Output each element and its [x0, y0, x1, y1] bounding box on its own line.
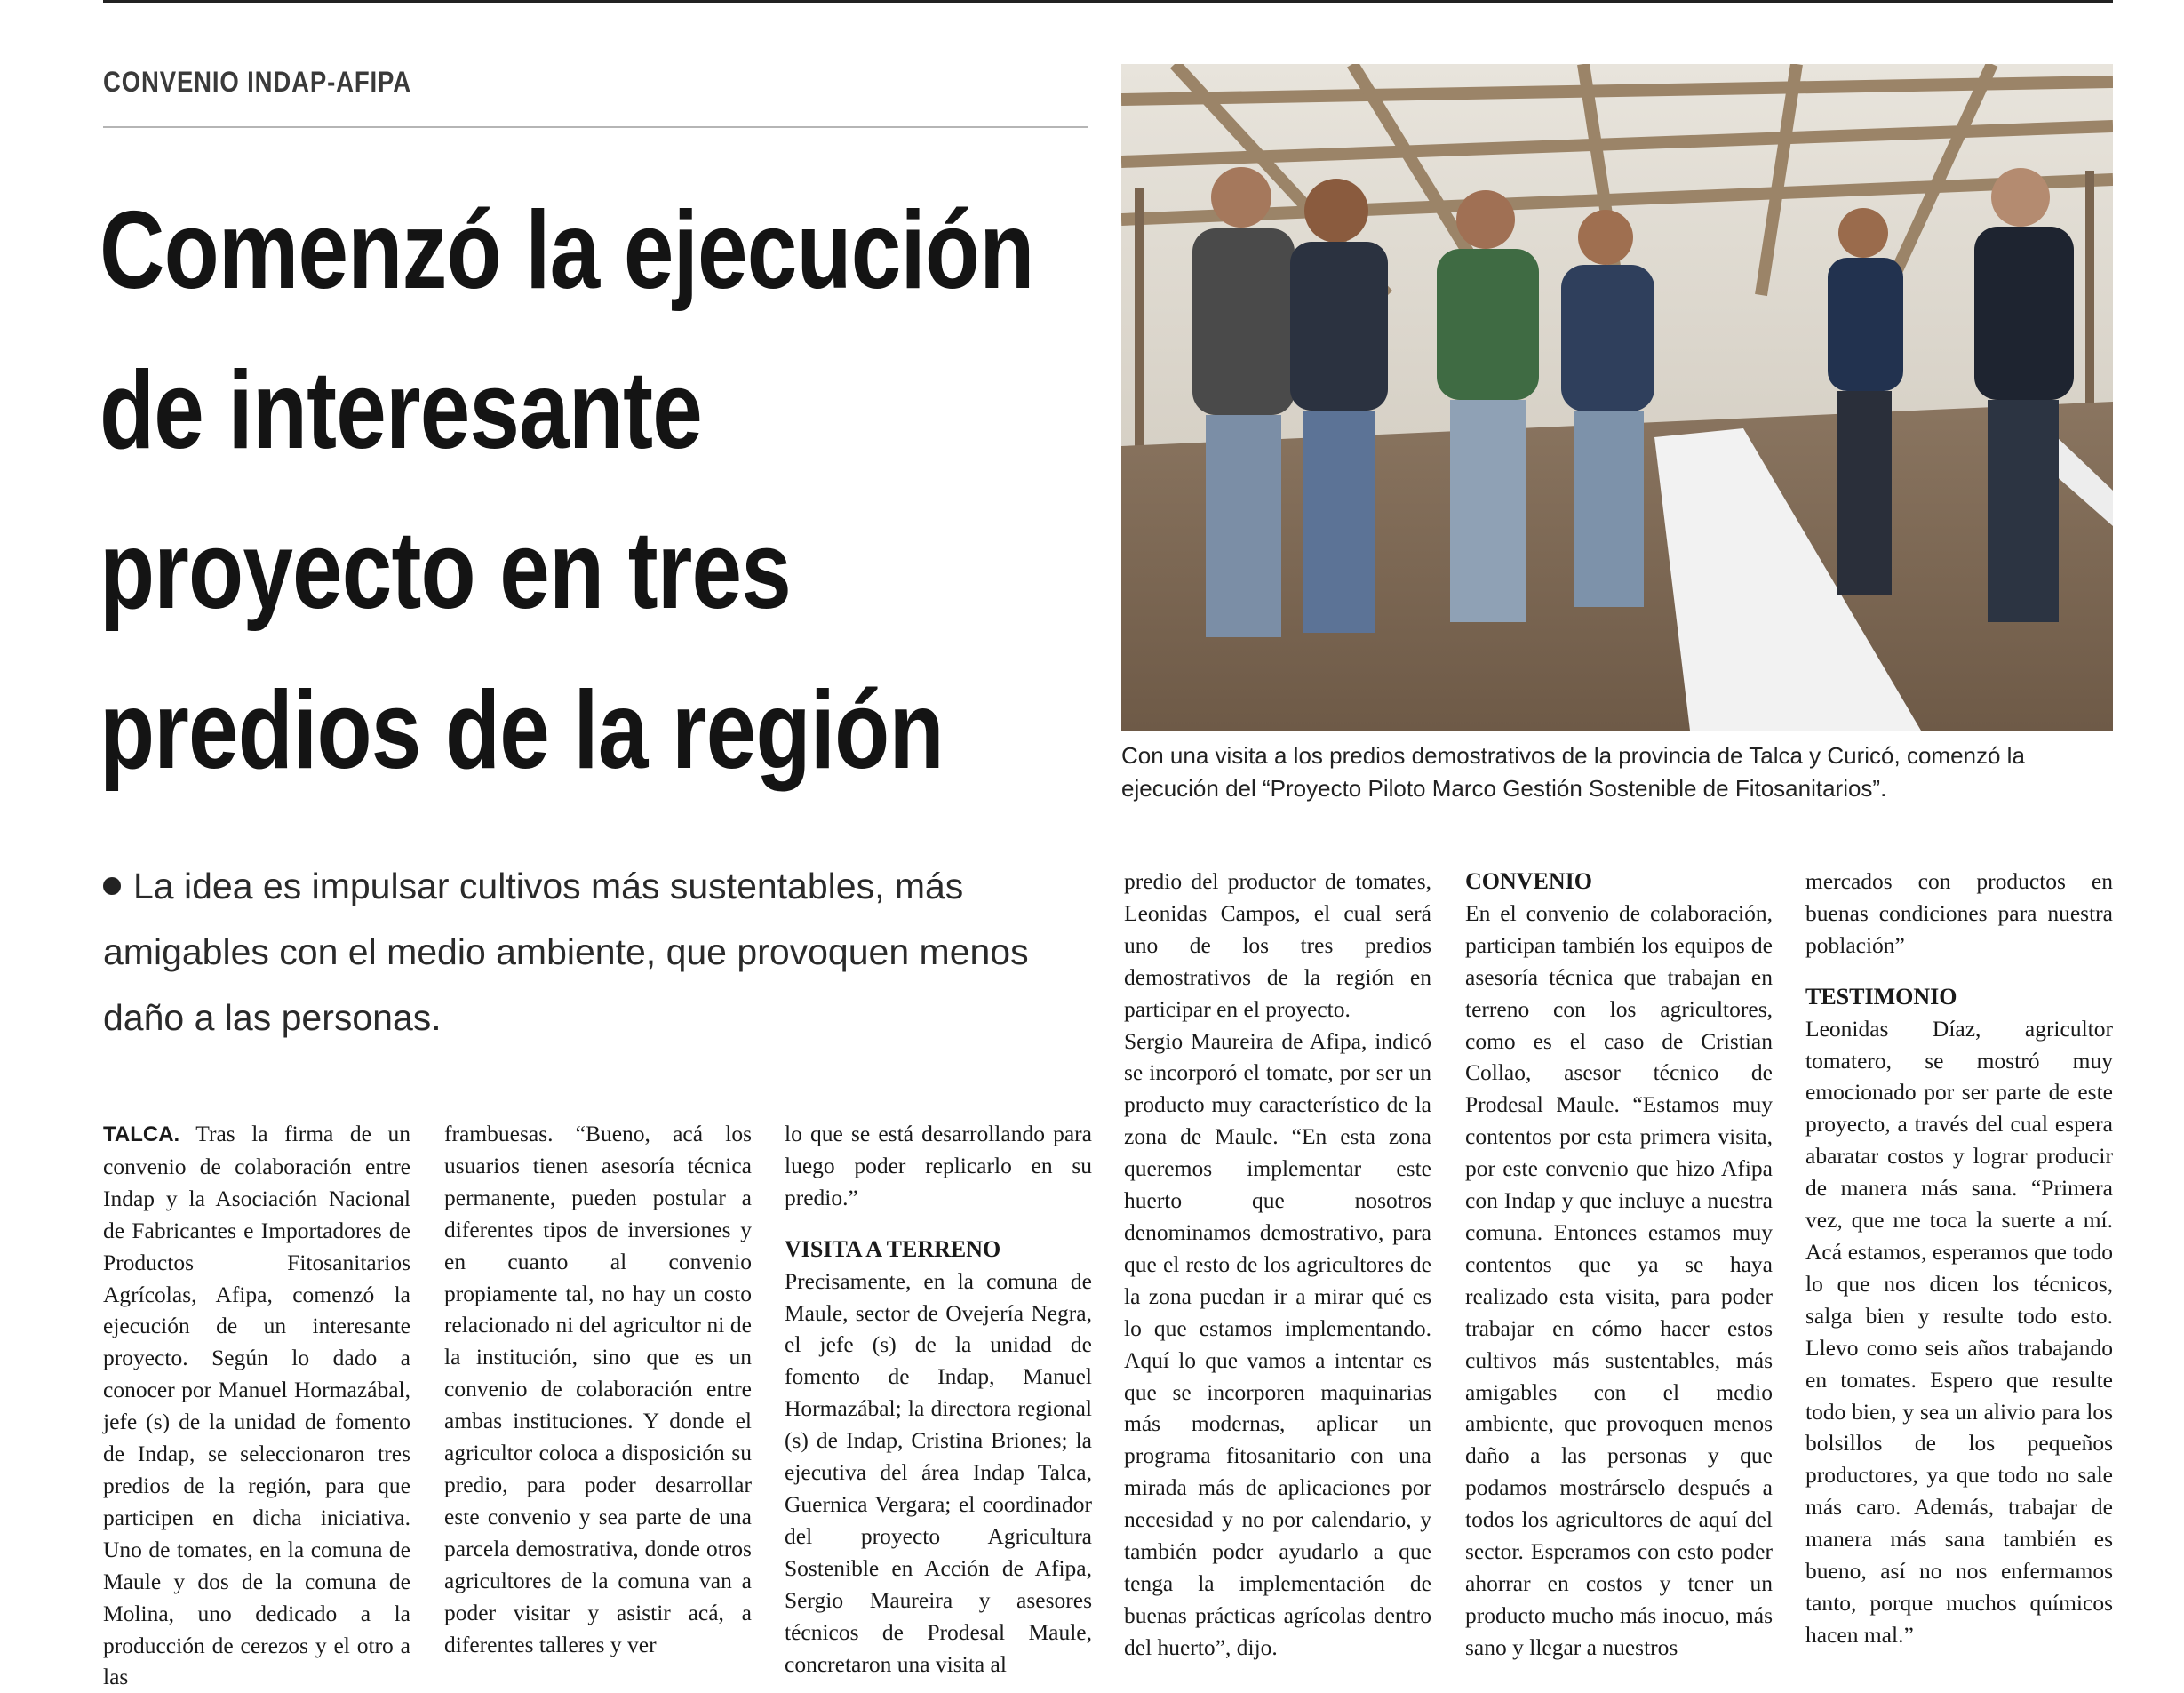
subheading-convenio: CONVENIO — [1465, 868, 1593, 894]
article-column-4 — [1124, 866, 1431, 1664]
article-photo — [1121, 64, 2113, 731]
column-4-text-a: predio del productor de tomates, Leonidas Campos, el cual será uno de los tres predios demostrativos de la región en participar en el proyecto. — [1124, 868, 1431, 1022]
column-6-text-a: mercados con productos en buenas condiciones para nuestra población” — [1805, 868, 2113, 958]
deck-text: La idea es impulsar cultivos más sustentables, más amigables con el medio ambiente, que provoquen menos daño a las personas. — [103, 866, 1029, 1038]
section-label: CONVENIO INDAP-AFIPA — [103, 66, 411, 98]
subheading-testimonio: TESTIMONIO — [1805, 983, 1957, 1010]
photo-caption: Con una visita a los predios demostrativos de la provincia de Talca y Curicó, comenzó la ejecución del “Proyecto Piloto Marco Gestión Sostenible de Fitosanitarios”. — [1121, 742, 2025, 802]
article-column-1 — [103, 1118, 410, 1693]
headline-line-3: proyecto en tres — [100, 509, 791, 632]
section-divider — [103, 126, 1088, 128]
bullet-icon — [103, 877, 121, 895]
article-column-6 — [1805, 866, 2113, 1651]
column-2-text: frambuesas. “Bueno, acá los usuarios tienen asesoría técnica permanente, pueden postular a diferentes tipos de inversiones y en cuanto al convenio propiamente tal, no hay un costo relacionado ni del agricultor ni de la institución, sino que es un convenio de colaboración entre ambas instituciones. Y donde el agricultor coloca a disposición su predio, para poder desarrollar este convenio y sea parte de una parcela demostrativa, donde otros agricultores de la comuna van a poder visitar y asistir acá, a diferentes talleres y ver — [444, 1121, 752, 1657]
column-5-text: En el convenio de colaboración, participan también los equipos de asesoría técnica que trabajan en terreno con los agricultores, como es el caso de Cristian Collao, asesor técnico de Prodesal Maule. “Estamos muy contentos por esta primera visita, por este convenio que hizo Afipa con Indap y que incluye a nuestra comuna. Entonces estamos muy contentos que ya se haya realizado esta visita, para poder trabajar en cómo hacer estos cultivos más sustentables, más amigables con el medio ambiente, que provoquen menos daño a las personas y que podamos mostrárselo después a todos los agricultores de aquí del sector. Esperamos con esto poder ahorrar en costos y tener un producto mucho más inocuo, más sano y llegar a nuestros — [1465, 899, 1773, 1660]
article-column-3 — [785, 1118, 1092, 1680]
greenhouse-photo-illustration — [1121, 64, 2113, 731]
column-6-text-b: Leonidas Díaz, agricultor tomatero, se mostró muy emocionado por ser parte de este proyecto, a través del cual espera abaratar costos y lograr producir de manera más sana. “Primera vez, que me toca la suerte a mí. Acá estamos, esperamos que todo lo que nos dicen los técnicos, salga bien y resulte todo esto. Llevo como seis años trabajando en tomates. Espero que resulte todo bien, y sea un alivio para los bolsillos de los pequeños productores, ya que todo no sale más caro. Además, trabajar de manera más sana también es bueno, así no nos enfermamos tanto, porque muchos químicos hacen mal.” — [1805, 1015, 2113, 1648]
headline-line-2: de interesante — [100, 349, 702, 472]
subheading-visita-a-terreno: VISITA A TERRENO — [785, 1235, 1001, 1262]
dateline: TALCA. — [103, 1122, 180, 1146]
column-4-text-b: Sergio Maureira de Afipa, indicó se incorporó el tomate, por ser un producto muy característico de la zona de Maule. “En esta zona queremos implementar este huerto que nosotros denominamos demostrativo, para que el resto de los agricultores de la zona puedan ir a mirar qué es lo que estamos implementando. Aquí lo que vamos a intentar es que se incorporen maquinarias más modernas, aplicar un programa fitosanitario con una mirada más de aplicaciones por necesidad y no por calendario, y también poder ayudarlo a que tenga la implementación de buenas prácticas agrícolas dentro del huerto”, dijo. — [1124, 1027, 1431, 1660]
headline-line-4: predios de la región — [100, 669, 944, 792]
article-column-2 — [444, 1118, 752, 1660]
deck-summary — [103, 853, 1089, 1050]
headline-line-1: Comenzó la ejecución — [100, 189, 1034, 312]
column-1-text: Tras la firma de un convenio de colaboración entre Indap y la Asociación Nacional de Fabricantes e Importadores de Productos Fitosanitarios Agrícolas, Afipa, comenzó la ejecución de un interesante proyecto. Según lo dado a conocer por Manuel Hormazábal, jefe (s) de la unidad de fomento de Indap, se seleccionaron tres predios de la región, para que participen en dicha iniciativa. Uno de tomates, en la comuna de Maule y dos de la comuna de Molina, uno dedicado a la producción de cerezos y el otro a las — [103, 1121, 410, 1690]
article-column-5 — [1465, 866, 1773, 1664]
column-3-text-b: Precisamente, en la comuna de Maule, sector de Ovejería Negra, el jefe (s) de la unidad de fomento de Indap, Manuel Hormazábal; la directora regional (s) de Indap, Cristina Briones; la ejecutiva del área Indap Talca, Guernica Vergara; el coordinador del proyecto Agricultura Sostenible en Acción de Afipa, Sergio Maureira y asesores técnicos de Prodesal Maule, concretaron una visita al — [785, 1267, 1092, 1677]
headline — [100, 171, 1086, 811]
column-3-text-a: lo que se está desarrollando para luego poder replicarlo en su predio.” — [785, 1121, 1092, 1210]
top-rule — [103, 0, 2113, 3]
